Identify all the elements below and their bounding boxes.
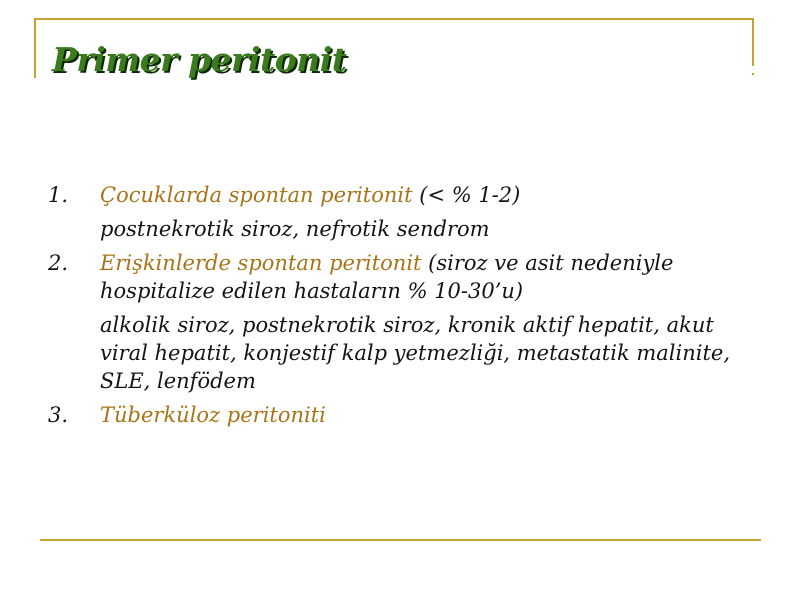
item-number: 2. — [48, 251, 69, 275]
list-item-2 — [48, 249, 768, 305]
slide-body — [48, 181, 768, 435]
sub-text: alkolik siroz, postnekrotik siroz, kronik aktif hepatit, akut viral hepatit, konjestif kalp yetmezliği, metastatik malinite, SLE, lenfödem — [100, 313, 730, 393]
footer-rule — [40, 539, 761, 541]
frame-dot — [752, 73, 754, 75]
item-heading: Erişkinlerde spontan peritonit — [100, 251, 422, 275]
item-number: 3. — [48, 403, 69, 427]
frame-left-rule — [34, 18, 36, 78]
item-heading: Çocuklarda spontan peritonit — [100, 183, 413, 207]
list-item-1 — [48, 181, 768, 209]
slide-title: Primer peritonit — [52, 40, 347, 79]
item-detail: (siroz ve asit nedeniyle hospitalize edilen hastaların % 10-30’u) — [100, 251, 674, 303]
frame-right-rule — [752, 18, 754, 66]
item-number: 1. — [48, 183, 69, 207]
sub-text: postnekrotik siroz, nefrotik sendrom — [100, 217, 490, 241]
list-item-3 — [48, 401, 768, 429]
item-detail: (< % 1-2) — [412, 183, 521, 207]
item-heading: Tüberküloz peritoniti — [100, 403, 326, 427]
frame-top-rule — [34, 18, 754, 20]
